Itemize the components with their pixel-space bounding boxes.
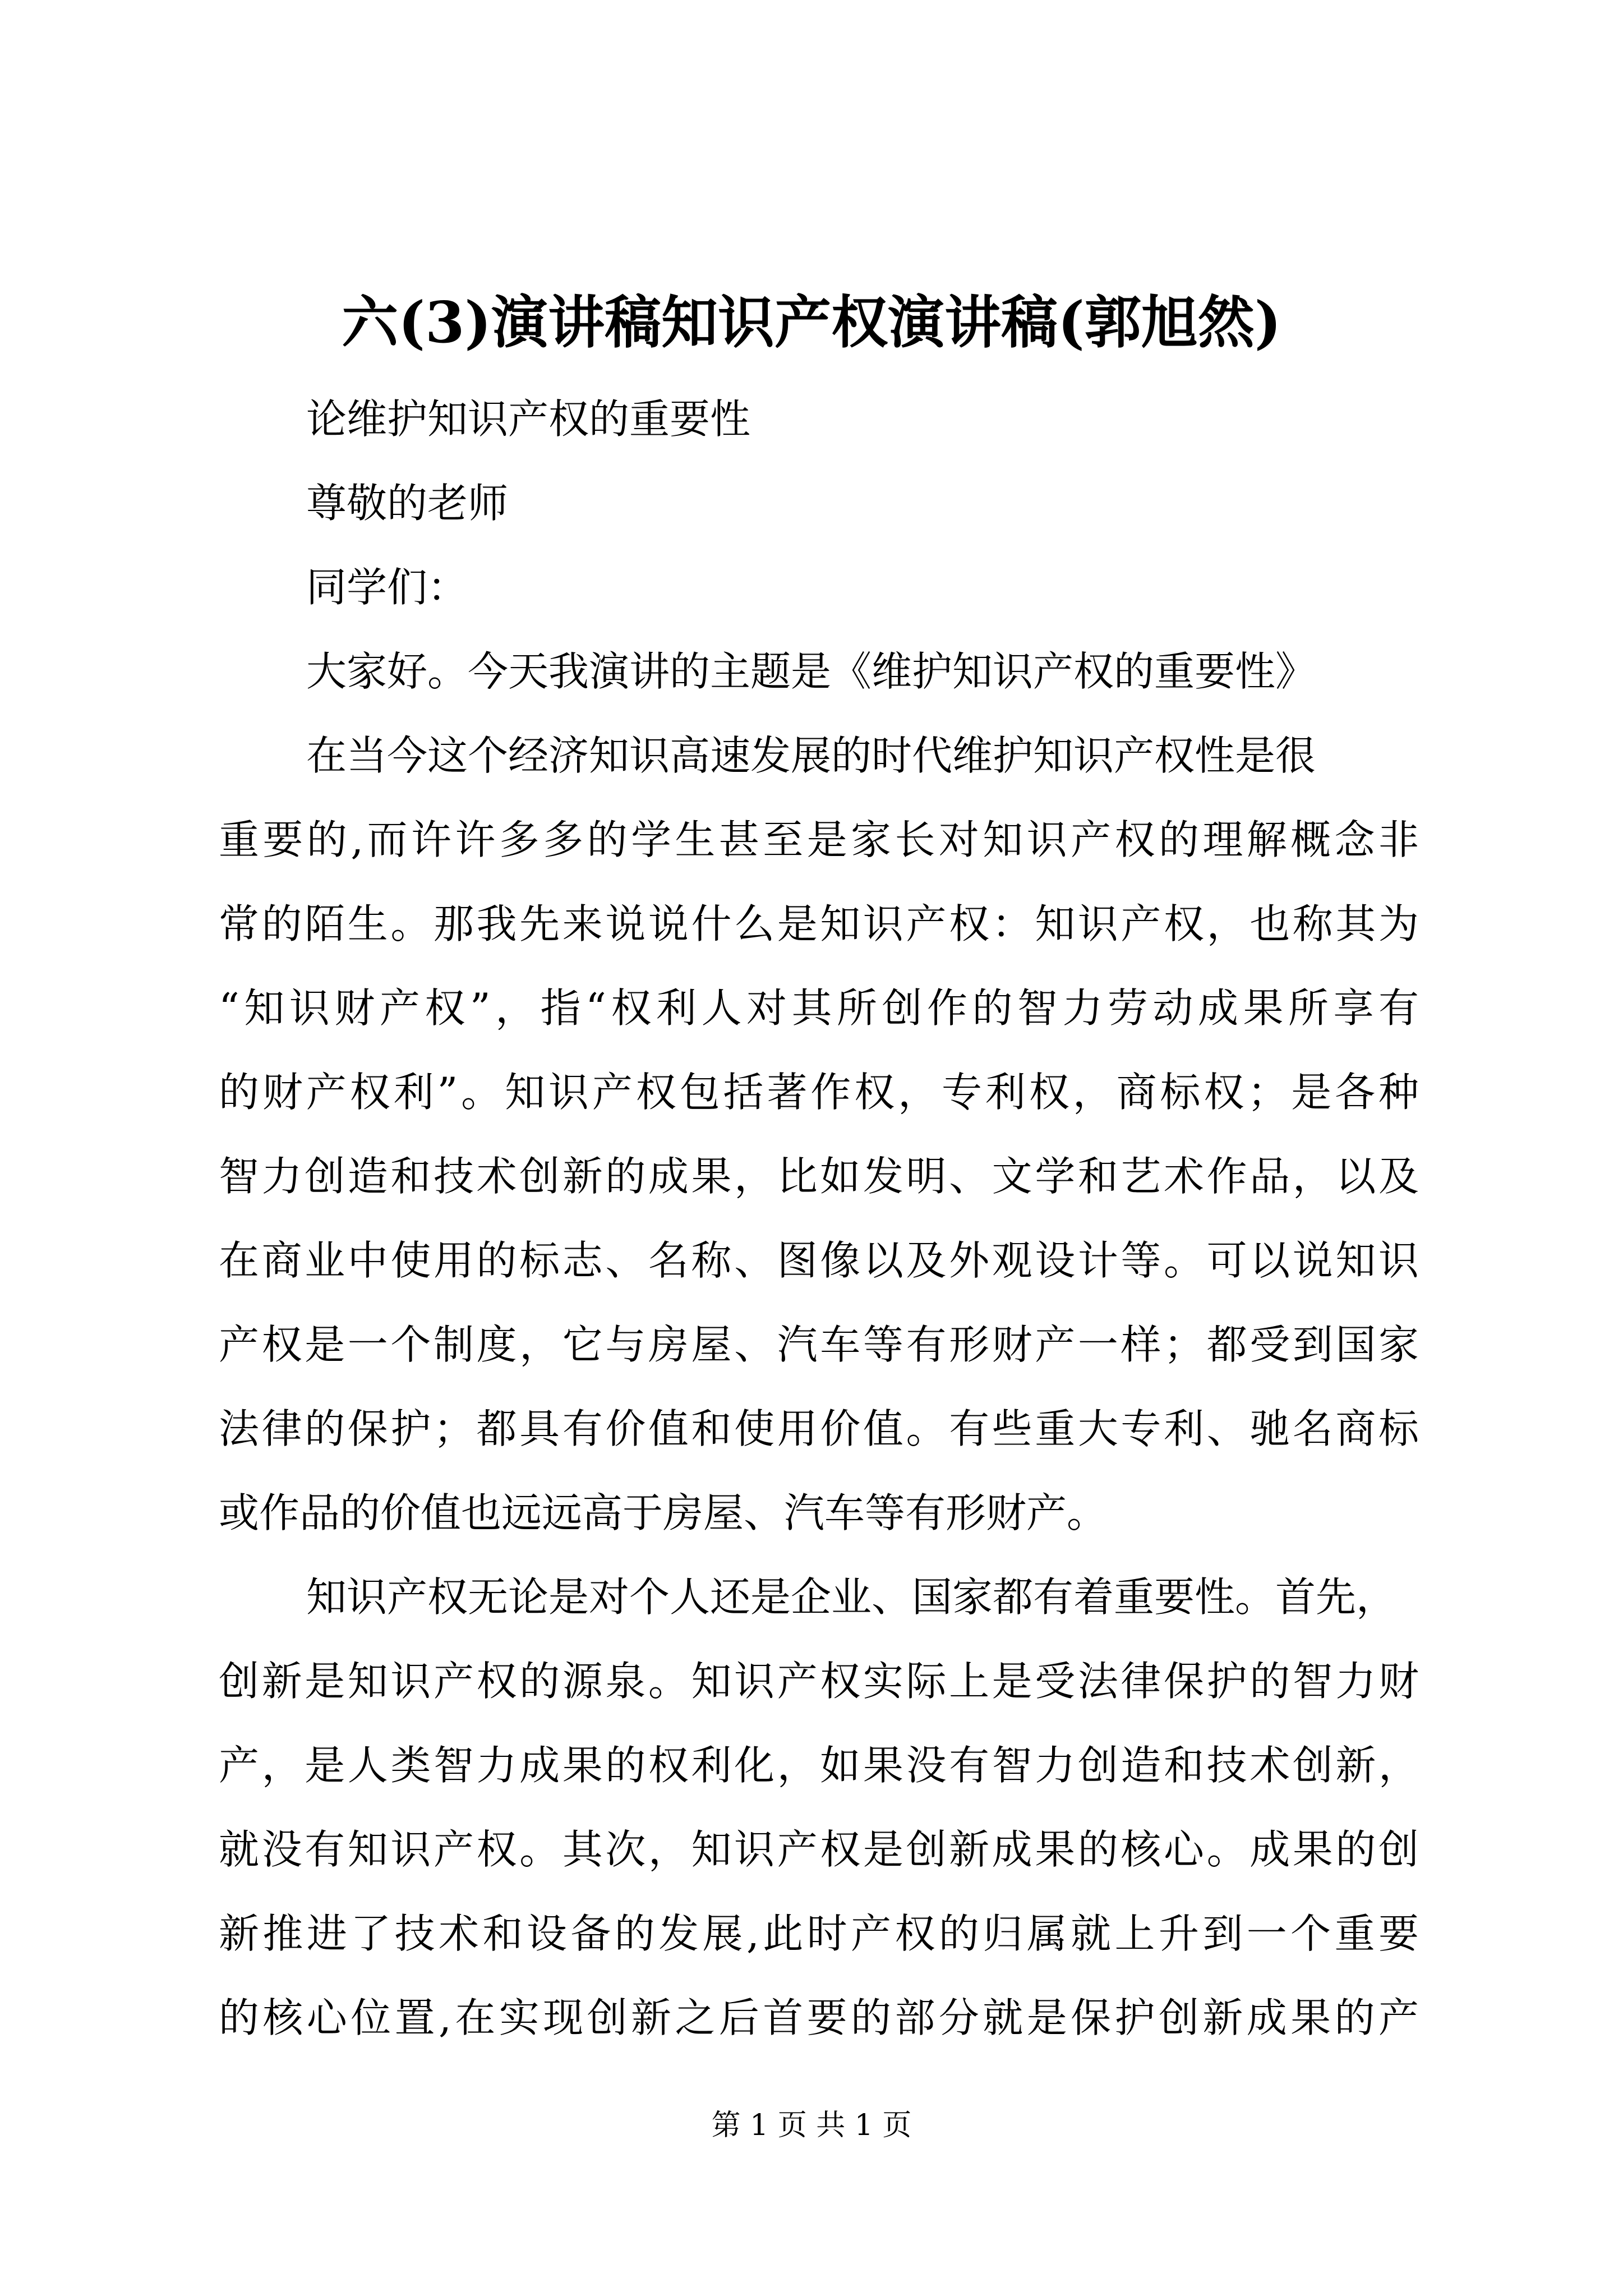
paragraph-line: 产权是一个制度，它与房屋、汽车等有形财产一样；都受到国家 bbox=[219, 1321, 1419, 1368]
paragraph-line: “知识财产权”，指“权利人对其所创作的智力劳动成果所享有 bbox=[219, 984, 1419, 1032]
intro-line: 大家好。今天我演讲的主题是《维护知识产权的重要性》 bbox=[306, 648, 1316, 695]
paragraph-line: 智力创造和技术创新的成果，比如发明、文学和艺术作品，以及 bbox=[219, 1153, 1419, 1200]
paragraph-line: 创新是知识产权的源泉。知识产权实际上是受法律保护的智力财 bbox=[219, 1658, 1419, 1705]
document-title: 六(3)演讲稿知识产权演讲稿(郭旭然) bbox=[342, 289, 1281, 356]
paragraph-line: 常的陌生。那我先来说说什么是知识产权：知识产权，也称其为 bbox=[219, 900, 1419, 947]
paragraph-line: 就没有知识产权。其次，知识产权是创新成果的核心。成果的创 bbox=[219, 1826, 1419, 1873]
paragraph-line: 的核心位置,在实现创新之后首要的部分就是保护创新成果的产 bbox=[219, 1994, 1419, 2041]
document-subtitle: 论维护知识产权的重要性 bbox=[306, 395, 751, 443]
paragraph-line: 法律的保护；都具有价值和使用价值。有些重大专利、驰名商标 bbox=[219, 1405, 1419, 1452]
paragraph-line: 产，是人类智力成果的权利化，如果没有智力创造和技术创新， bbox=[219, 1742, 1419, 1789]
salutation-students: 同学们： bbox=[306, 564, 468, 611]
paragraph-line: 在当今这个经济知识高速发展的时代维护知识产权性是很 bbox=[306, 732, 1316, 779]
salutation-teachers: 尊敬的老师 bbox=[306, 480, 509, 527]
paragraph-line: 的财产权利”。知识产权包括著作权，专利权，商标权；是各种 bbox=[219, 1069, 1419, 1116]
paragraph-line: 或作品的价值也远远高于房屋、汽车等有形财产。 bbox=[219, 1489, 1108, 1536]
paragraph-line: 重要的,而许许多多的学生甚至是家长对知识产权的理解概念非 bbox=[219, 816, 1419, 863]
paragraph-line: 知识产权无论是对个人还是企业、国家都有着重要性。首先， bbox=[306, 1573, 1397, 1621]
paragraph-line: 在商业中使用的标志、名称、图像以及外观设计等。可以说知识 bbox=[219, 1237, 1419, 1284]
paragraph-line: 新推进了技术和设备的发展,此时产权的归属就上升到一个重要 bbox=[219, 1910, 1419, 1957]
page-footer: 第 1 页 共 1 页 bbox=[711, 2109, 912, 2142]
